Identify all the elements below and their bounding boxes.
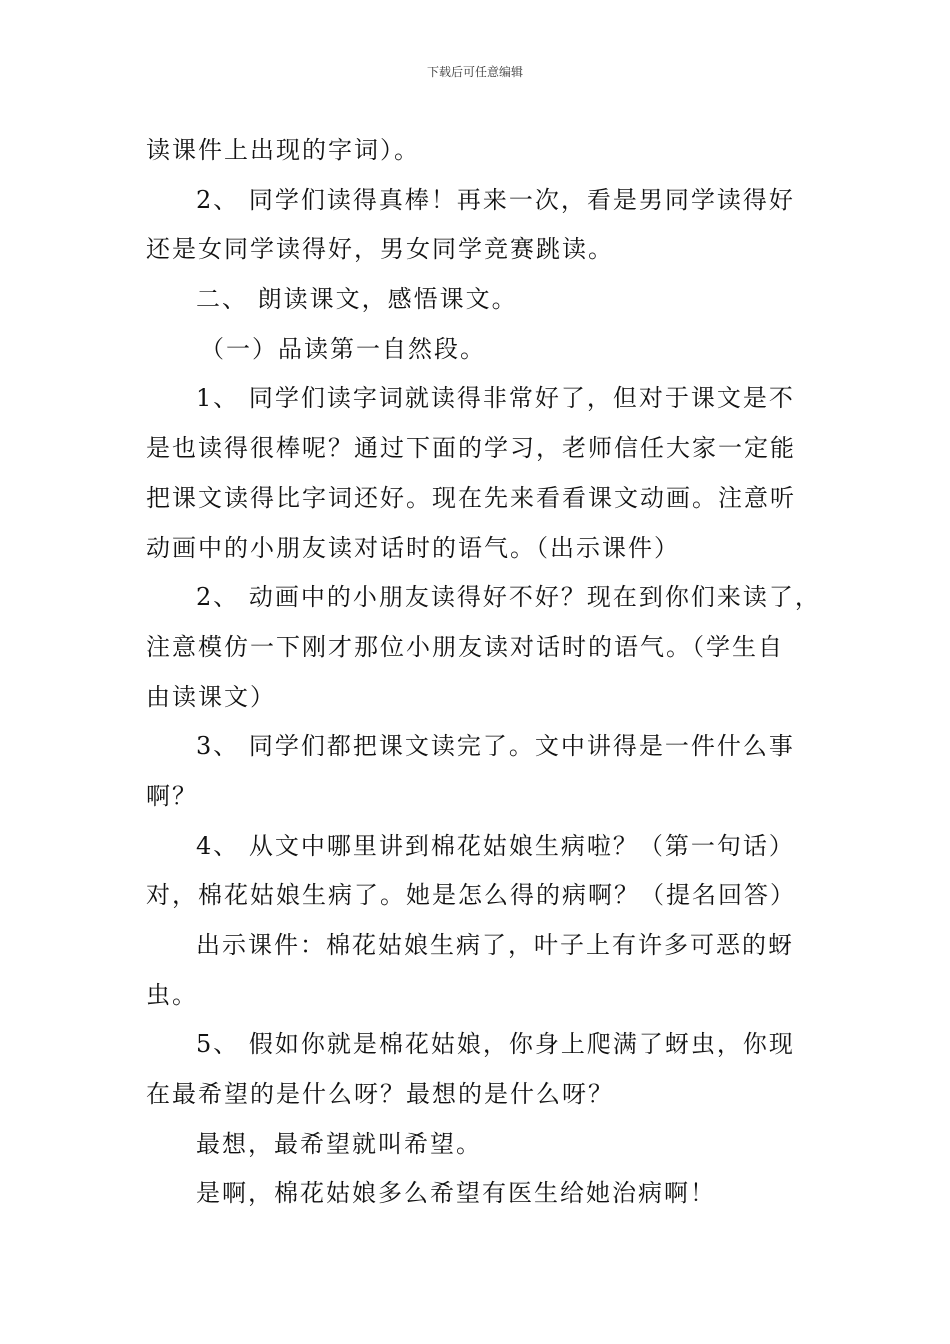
text-line: 由读课文） [146,683,276,711]
text-line: 3、 同学们都把课文读完了。文中讲得是一件什么事 [196,732,795,760]
text-line: 二、 朗读课文，感悟课文。 [196,285,518,313]
text-line: 还是女同学读得好，男女同学竞赛跳读。 [146,235,614,263]
page-header: 下载后可任意编辑 [426,65,523,79]
text-line: （一）品读第一自然段。 [200,335,486,363]
text-line: 最想，最希望就叫希望。 [196,1130,482,1158]
text-line: 啊？ [146,782,198,810]
text-line: 把课文读得比字词还好。现在先来看看课文动画。注意听 [146,484,796,512]
text-line: 2、 同学们读得真棒！再来一次，看是男同学读得好 [196,186,795,214]
text-line: 对，棉花姑娘生病了。她是怎么得的病啊？（提名回答） [146,881,796,909]
text-line: 动画中的小朋友读对话时的语气。（出示课件） [146,534,680,562]
text-line: 2、 动画中的小朋友读得好不好？现在到你们来读了， [196,583,821,611]
text-line: 读课件上出现的字词）。 [146,136,420,164]
text-line: 4、 从文中哪里讲到棉花姑娘生病啦？（第一句话） [196,832,795,860]
text-line: 1、 同学们读字词就读得非常好了，但对于课文是不 [196,384,795,412]
text-line: 5、 假如你就是棉花姑娘，你身上爬满了蚜虫，你现 [196,1030,795,1058]
text-line: 在最希望的是什么呀？最想的是什么呀？ [146,1080,614,1108]
text-line: 是也读得很棒呢？通过下面的学习，老师信任大家一定能 [146,434,796,462]
text-line: 是啊，棉花姑娘多么希望有医生给她治病啊！ [196,1179,716,1207]
text-line: 出示课件：棉花姑娘生病了，叶子上有许多可恶的蚜 [196,931,794,959]
text-line: 虫。 [146,981,198,1009]
text-line: 注意模仿一下刚才那位小朋友读对话时的语气。（学生自 [146,633,784,661]
